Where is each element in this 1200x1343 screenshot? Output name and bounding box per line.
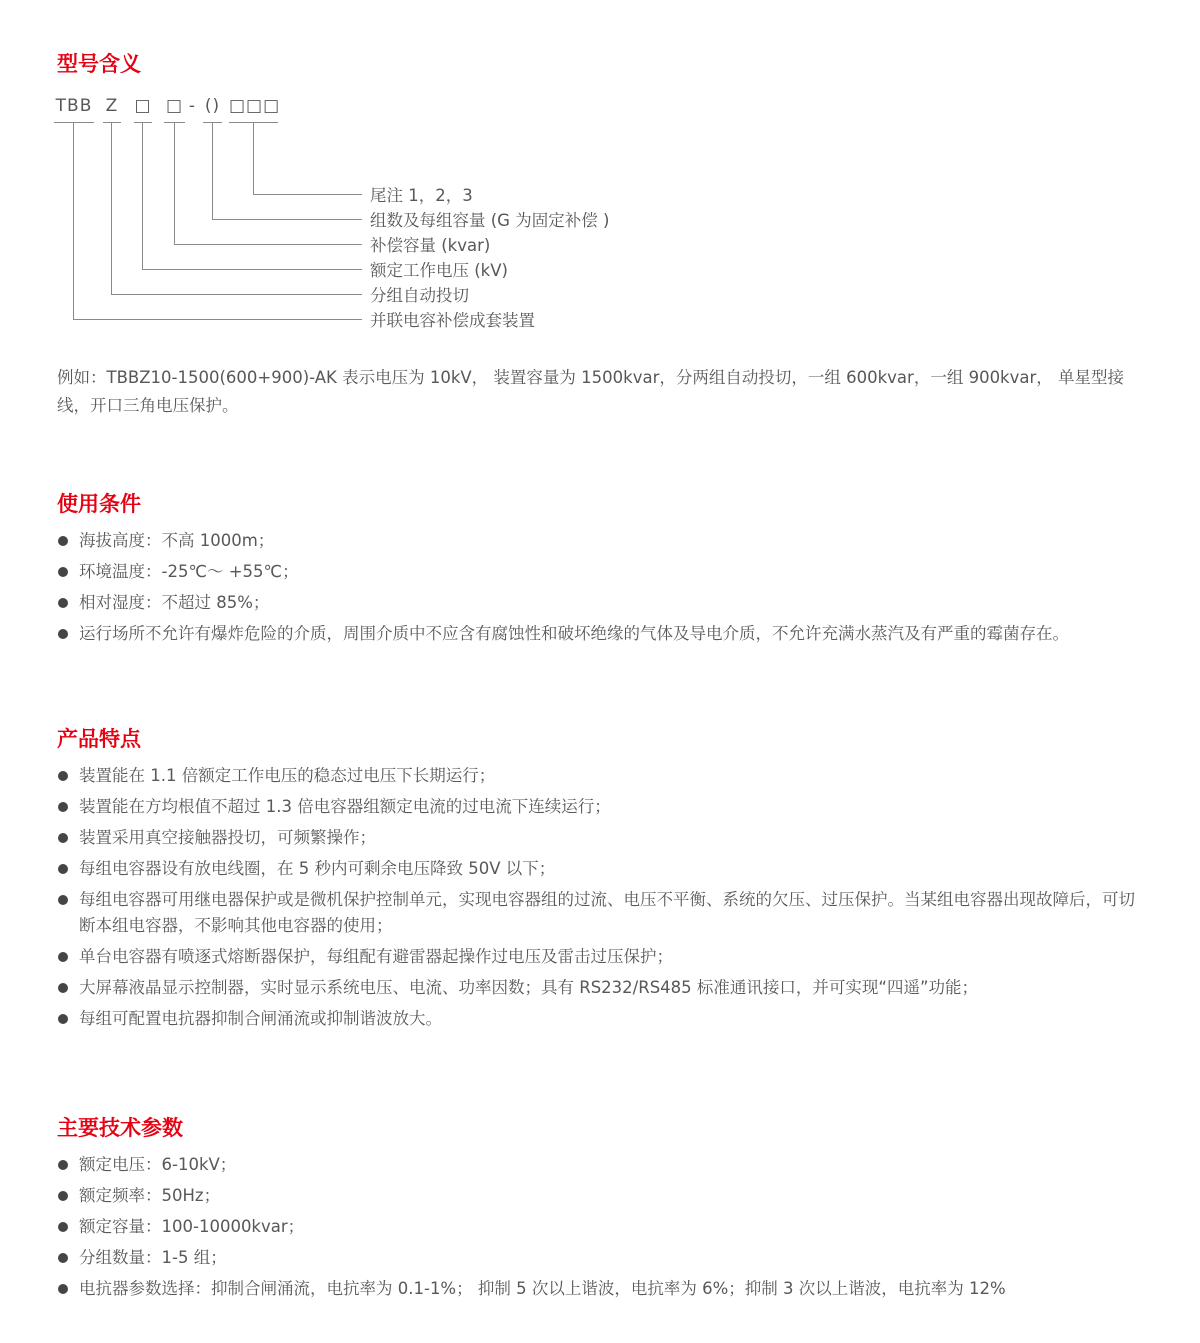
connector-vline-1 xyxy=(73,123,74,319)
connector-vline-5 xyxy=(212,123,213,219)
list-item xyxy=(57,763,1143,789)
bullet-text: 每组电容器设有放电线圈，在 5 秒内可剩余电压降致 50V 以下； xyxy=(79,859,556,878)
diagram-label-voltage: 额定工作电压 (kV) xyxy=(370,261,508,280)
code-segment-dash: - xyxy=(188,96,197,116)
bullet-icon xyxy=(58,567,68,577)
connector-hline-groups xyxy=(212,219,362,220)
bullet-text: 装置能在 1.1 倍额定工作电压的稳态过电压下长期运行； xyxy=(79,766,496,785)
bullet-icon xyxy=(58,802,68,812)
section-product-features xyxy=(57,727,1143,1032)
connector-hline-capacity xyxy=(174,244,362,245)
list-item xyxy=(57,1006,1143,1032)
list-item xyxy=(57,1214,1143,1240)
diagram-label-groups: 组数及每组容量 (G 为固定补偿 ) xyxy=(370,211,610,230)
bullet-text: 运行场所不允许有爆炸危险的介质，周围介质中不应含有腐蚀性和破坏绝缘的气体及导电介质，不允许充满水蒸汽及有严重的霉菌存在。 xyxy=(79,624,1069,643)
bullet-icon xyxy=(58,895,68,905)
bullet-text: 额定电压：6-10kV； xyxy=(79,1155,237,1174)
model-code-diagram xyxy=(57,96,1143,336)
bullet-text: 额定容量：100-10000kvar； xyxy=(79,1217,305,1236)
list-item xyxy=(57,944,1143,970)
bullet-icon xyxy=(58,629,68,639)
list-item xyxy=(57,1276,1143,1302)
list-item xyxy=(57,1245,1143,1271)
usage-conditions-title: 使用条件 xyxy=(57,492,141,516)
code-segment-box3: □□□ xyxy=(229,96,281,116)
section-technical-parameters xyxy=(57,1116,1143,1302)
bullet-text: 装置采用真空接触器投切，可频繁操作； xyxy=(79,828,376,847)
bullet-icon xyxy=(58,1222,68,1232)
bullet-icon xyxy=(58,536,68,546)
code-segment-z: Z xyxy=(105,96,119,116)
technical-parameters-title: 主要技术参数 xyxy=(57,1116,183,1140)
diagram-label-switch: 分组自动投切 xyxy=(370,286,469,305)
list-item xyxy=(57,975,1143,1001)
list-item xyxy=(57,794,1143,820)
diagram-label-suffix: 尾注 1，2，3 xyxy=(370,186,473,205)
bullet-icon xyxy=(58,1253,68,1263)
bullet-icon xyxy=(58,833,68,843)
code-segment-box2: □ xyxy=(165,96,184,116)
bullet-text: 额定频率：50Hz； xyxy=(79,1186,221,1205)
connector-hline-device xyxy=(73,319,362,320)
product-features-title: 产品特点 xyxy=(57,727,141,751)
section-usage-conditions xyxy=(57,492,1143,647)
connector-vline-4 xyxy=(174,123,175,244)
list-item xyxy=(57,528,1143,554)
bullet-text: 大屏幕液晶显示控制器，实时显示系统电压、电流、功率因数；具有 RS232/RS485 标准通讯接口，并可实现“四遥”功能； xyxy=(79,978,979,997)
diagram-label-device: 并联电容补偿成套装置 xyxy=(370,311,535,330)
list-item xyxy=(57,590,1143,616)
connector-hline-voltage xyxy=(142,269,362,270)
section-model-meaning xyxy=(57,52,1143,420)
bullet-icon xyxy=(58,952,68,962)
bullet-text: 每组可配置电抗器抑制合闸涌流或抑制谐波放大。 xyxy=(79,1009,442,1028)
diagram-label-capacity: 补偿容量 (kvar) xyxy=(370,236,491,255)
bullet-icon xyxy=(58,1191,68,1201)
bullet-text: 环境温度：-25℃～ +55℃； xyxy=(79,562,299,581)
model-example-text: 例如：TBBZ10-1500(600+900)-AK 表示电压为 10kV， 装置容量为 1500kvar，分两组自动投切，一组 600kvar，一组 900kvar， 单星型接线，开口三角电压保护。 xyxy=(57,368,1125,415)
list-item xyxy=(57,559,1143,585)
bullet-icon xyxy=(58,1284,68,1294)
bullet-text: 海拔高度：不高 1000m； xyxy=(79,531,275,550)
list-item xyxy=(57,887,1143,939)
technical-parameters-list xyxy=(57,1152,1143,1302)
usage-conditions-list xyxy=(57,528,1143,647)
model-meaning-title: 型号含义 xyxy=(57,52,141,76)
bullet-icon xyxy=(58,983,68,993)
bullet-text: 每组电容器可用继电器保护或是微机保护控制单元，实现电容器组的过流、电压不平衡、系统的欠压、过压保护。当某组电容器出现故障后，可切断本组电容器，不影响其他电容器的使用； xyxy=(79,890,1135,935)
underline-tbb xyxy=(54,122,94,123)
connector-vline-6 xyxy=(253,123,254,194)
code-segment-box1: □ xyxy=(134,96,152,116)
underline-z xyxy=(103,122,121,123)
bullet-icon xyxy=(58,598,68,608)
bullet-text: 装置能在方均根值不超过 1.3 倍电容器组额定电流的过电流下连续运行； xyxy=(79,797,611,816)
bullet-icon xyxy=(58,1014,68,1024)
list-item xyxy=(57,1183,1143,1209)
list-item xyxy=(57,856,1143,882)
connector-hline-switch xyxy=(111,294,362,295)
bullet-icon xyxy=(58,1160,68,1170)
product-features-list xyxy=(57,763,1143,1032)
connector-vline-2 xyxy=(111,123,112,294)
list-item xyxy=(57,825,1143,851)
connector-hline-suffix xyxy=(253,194,362,195)
list-item xyxy=(57,621,1143,647)
bullet-icon xyxy=(58,864,68,874)
connector-vline-3 xyxy=(142,123,143,269)
bullet-text: 分组数量：1-5 组； xyxy=(79,1248,227,1267)
bullet-text: 单台电容器有喷逐式熔断器保护，每组配有避雷器起操作过电压及雷击过压保护； xyxy=(79,947,673,966)
list-item xyxy=(57,1152,1143,1178)
code-segment-tbb: TBB xyxy=(55,96,93,116)
bullet-icon xyxy=(58,771,68,781)
code-segment-parens: () xyxy=(204,96,221,116)
underline-box1 xyxy=(134,122,152,123)
bullet-text: 相对湿度：不超过 85%； xyxy=(79,593,270,612)
bullet-text: 电抗器参数选择：抑制合闸涌流，电抗率为 0.1-1%； 抑制 5 次以上谐波，电抗率为 6%；抑制 3 次以上谐波，电抗率为 12% xyxy=(79,1279,1006,1298)
